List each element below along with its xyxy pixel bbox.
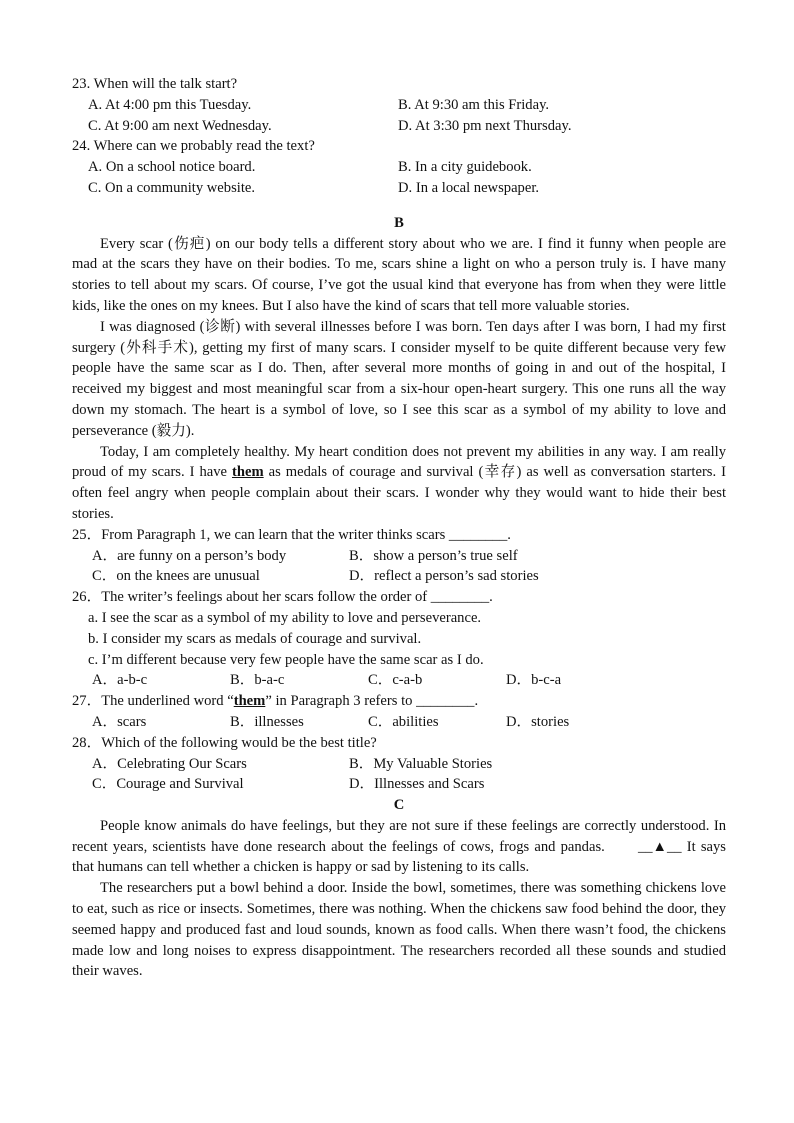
q28-option-b: B．My Valuable Stories [349,755,493,772]
section-c-heading: C [393,797,405,814]
q23-option-c: C. At 9:00 am next Wednesday. [88,117,272,134]
section-b-heading: B [394,214,404,231]
q26-option-d: D．b-c-a [506,672,562,689]
section-b-paragraph-3 [72,442,726,525]
q28-option-a: A．Celebrating Our Scars [92,755,247,772]
q24-stem: 24. Where can we probably read the text? [72,138,315,155]
q25-options-row1 [72,546,726,567]
q26-option-c: C．c-a-b [368,672,423,689]
q24-options-row2 [72,178,726,199]
p3-underlined-word: them [232,464,264,481]
q27-option-a: A．scars [92,713,147,730]
q28-stem: 28．Which of the following would be the best title? [72,734,377,751]
q27-options [72,712,726,733]
q25-option-a: A．are funny on a person’s body [92,547,287,564]
q24-options-row1 [72,157,726,178]
q26-statement-c: c. I’m different because very few people have the same scar as I do. [88,651,484,668]
section-c-paragraph-2: The researchers put a bowl behind a door. Inside the bowl, sometimes, there was something chickens love to eat, such as rice or insects. Sometimes, there was nothing. When the chickens saw food behind the door, they seemed happy and produced fast and loud sounds, known as food calls. When there wasn’t food, the chickens made low and long noises to express disappointment. The researchers recorded all these sounds and studied their waves. [72,880,726,980]
q23-option-d: D. At 3:30 pm next Thursday. [398,117,572,134]
section-b-paragraph-1: Every scar (伤疤) on our body tells a different story about who we are. I find it funny when people are mad at the scars they have on their bodies. To me, scars shine a light on who a person truly is. I have many stories to tell about my scars. Of course, I’ve got the usual kind that everyone has from when they were little kids, like the ones on my knees. But I also have the kind of scars that tell more valuable stories. [72,235,726,314]
q26-statement-b: b. I consider my scars as medals of courage and survival. [88,630,422,647]
q27-stem-after: ” in Paragraph 3 refers to ________. [265,693,479,710]
q23-options-row2 [72,116,726,137]
section-b-paragraph-2: I was diagnosed (诊断) with several illnesses before I was born. Ten days after I was born, I had my first surgery (外科手术), getting my first of many scars. I consider myself to be quite different because very few people have the same scar as I do. Then, after several more months of going in and out of the hospital, I received my biggest and most meaningful scar from a six-hour open-heart surgery. This one runs all the way down my stomach. The heart is a symbol of love, so I see this scar as a symbol of my ability to love and perseverance (毅力). [72,318,726,439]
q24-option-d: D. In a local newspaper. [398,179,540,196]
q24-option-a: A. On a school notice board. [88,159,256,176]
p3-text-after: as medals of courage and survival (幸存) as well as conversation starters. I often feel angry when people complain about their scars. I wonder why they would want to hide their best stories. [72,464,726,522]
q27-underlined-word: them [233,693,266,710]
q25-stem: 25．From Paragraph 1, we can learn that the writer thinks scars ________. [72,526,511,543]
q25-options-row2 [72,566,726,587]
exam-page [72,74,726,982]
q26-options [72,670,726,691]
q23-option-b: B. At 9:30 am this Friday. [398,96,550,113]
answer-blank: __▲__ [637,838,682,855]
q27-stem-before: 27．The underlined word “ [72,693,234,710]
q27-option-d: D．stories [506,713,570,730]
q28-options-row2 [72,774,726,795]
q24-option-b: B. In a city guidebook. [398,159,532,176]
section-c-paragraph-1 [72,816,726,878]
p3-text-before: Today, I am completely healthy. My heart condition does not prevent my abilities in any way. I am really proud of my scars. I have [72,443,726,481]
q23-stem: 23. When will the talk start? [72,76,238,92]
q24-option-c: C. On a community website. [88,179,255,196]
q23-options-row1 [72,95,726,116]
q28-option-d: D．Illnesses and Scars [349,776,485,793]
q26-statement-a: a. I see the scar as a symbol of my ability to love and perseverance. [88,609,482,626]
q25-option-d: D．reflect a person’s sad stories [349,568,539,585]
c-p1-before: People know animals do have feelings, but they are not sure if these feelings are correctly understood. In recent years, scientists have done research about the feelings of cows, frogs and pandas. [72,817,726,855]
q27-option-b: B．illnesses [230,713,304,730]
q27-option-c: C．abilities [368,713,439,730]
c-p1-after: It says that humans can tell whether a chicken is happy or sad by listening to its calls. [72,838,726,876]
q27-stem [72,691,726,712]
q28-options-row1 [72,754,726,775]
q26-option-b: B．b-a-c [230,672,285,689]
q25-option-b: B．show a person’s true self [349,547,518,564]
q23-option-a: A. At 4:00 pm this Tuesday. [88,96,252,113]
q28-option-c: C．Courage and Survival [92,776,244,793]
q26-stem: 26．The writer’s feelings about her scars follow the order of ________. [72,589,493,606]
q26-option-a: A．a-b-c [92,672,148,689]
q25-option-c: C．on the knees are unusual [92,568,260,585]
